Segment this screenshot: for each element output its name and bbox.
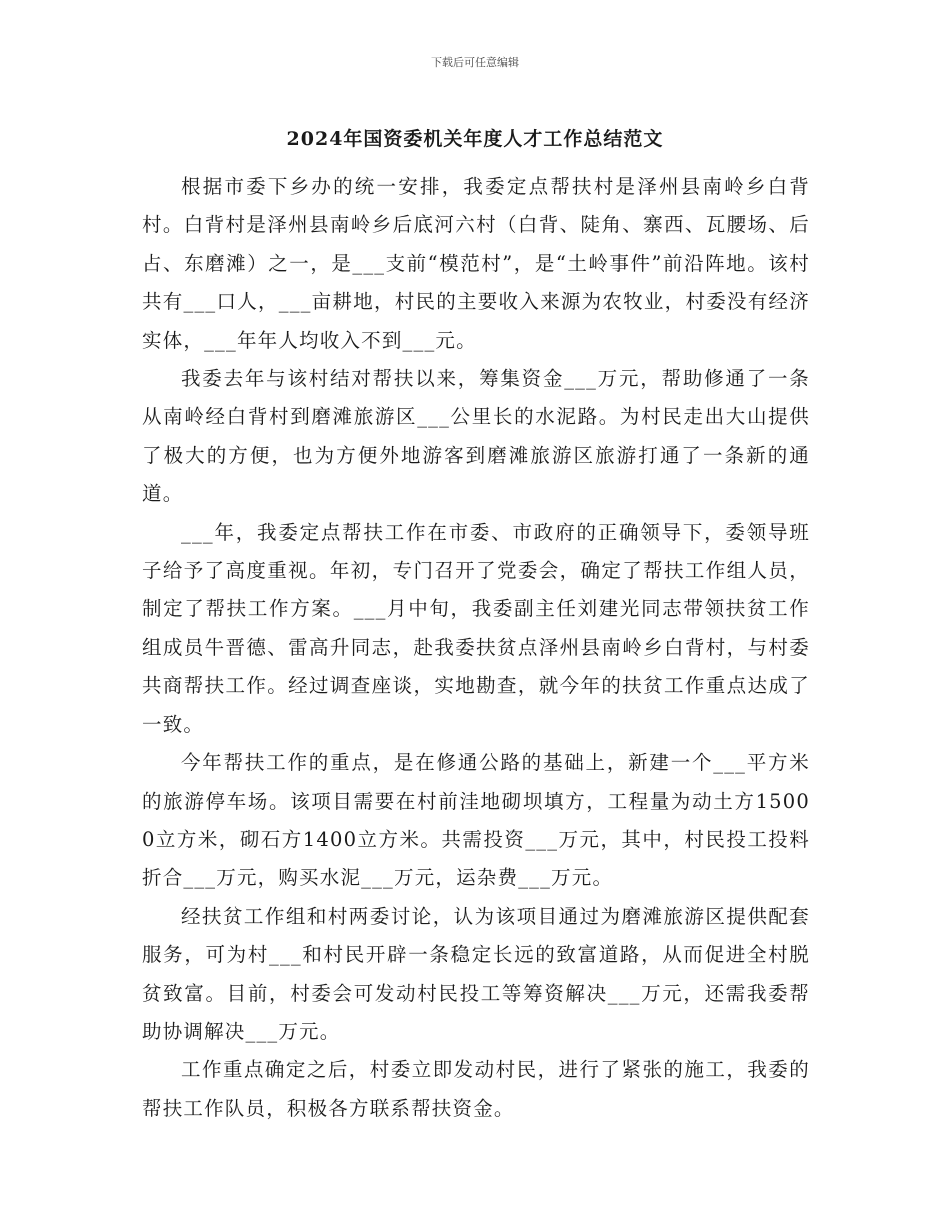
paragraph-1: 根据市委下乡办的统一安排，我委定点帮扶村是泽州县南岭乡白背村。白背村是泽州县南岭乡后底河六村（白背、陡角、寨西、瓦腰场、后占、东磨滩）之一，是___支前“模范村”，是“土岭事件”前沿阵地。该村共有___口人，___亩耕地，村民的主要收入来源为农牧业，村委没有经济实体，___年年人均收入不到___元。 xyxy=(142,175,810,352)
document-title: 2024年国资委机关年度人才工作总结范文 xyxy=(286,128,664,150)
paragraph-3: ___年，我委定点帮扶工作在市委、市政府的正确领导下，委领导班子给予了高度重视。年初，专门召开了党委会，确定了帮扶工作组人员，制定了帮扶工作方案。___月中旬，我委副主任刘建光同志带领扶贫工作组成员牛晋德、雷高升同志，赴我委扶贫点泽州县南岭乡白背村，与村委共商帮扶工作。经过调查座谈，实地勘查，就今年的扶贫工作重点达成了一致。 xyxy=(142,520,810,736)
paragraph-2: 我委去年与该村结对帮扶以来，筹集资金___万元，帮助修通了一条从南岭经白背村到磨滩旅游区___公里长的水泥路。为村民走出大山提供了极大的方便，也为方便外地游客到磨滩旅游区旅游打通了一条新的通道。 xyxy=(142,367,810,506)
document-body xyxy=(142,168,810,1128)
paragraph-6: 工作重点确定之后，村委立即发动村民，进行了紧张的施工，我委的帮扶工作队员，积极各方联系帮扶资金。 xyxy=(142,1058,810,1120)
paragraph-5: 经扶贫工作组和村两委讨论，认为该项目通过为磨滩旅游区提供配套服务，可为村___和村民开辟一条稳定长远的致富道路，从而促进全村脱贫致富。目前，村委会可发动村民投工等筹资解决___万元，还需我委帮助协调解决___万元。 xyxy=(142,904,810,1043)
page-header-note: 下载后可任意编辑 xyxy=(431,56,519,69)
paragraph-4: 今年帮扶工作的重点，是在修通公路的基础上，新建一个___平方米的旅游停车场。该项目需要在村前洼地砌坝填方，工程量为动土方15000立方米，砌石方1400立方米。共需投资___万元，其中，村民投工投料折合___万元，购买水泥___万元，运杂费___万元。 xyxy=(142,751,810,890)
